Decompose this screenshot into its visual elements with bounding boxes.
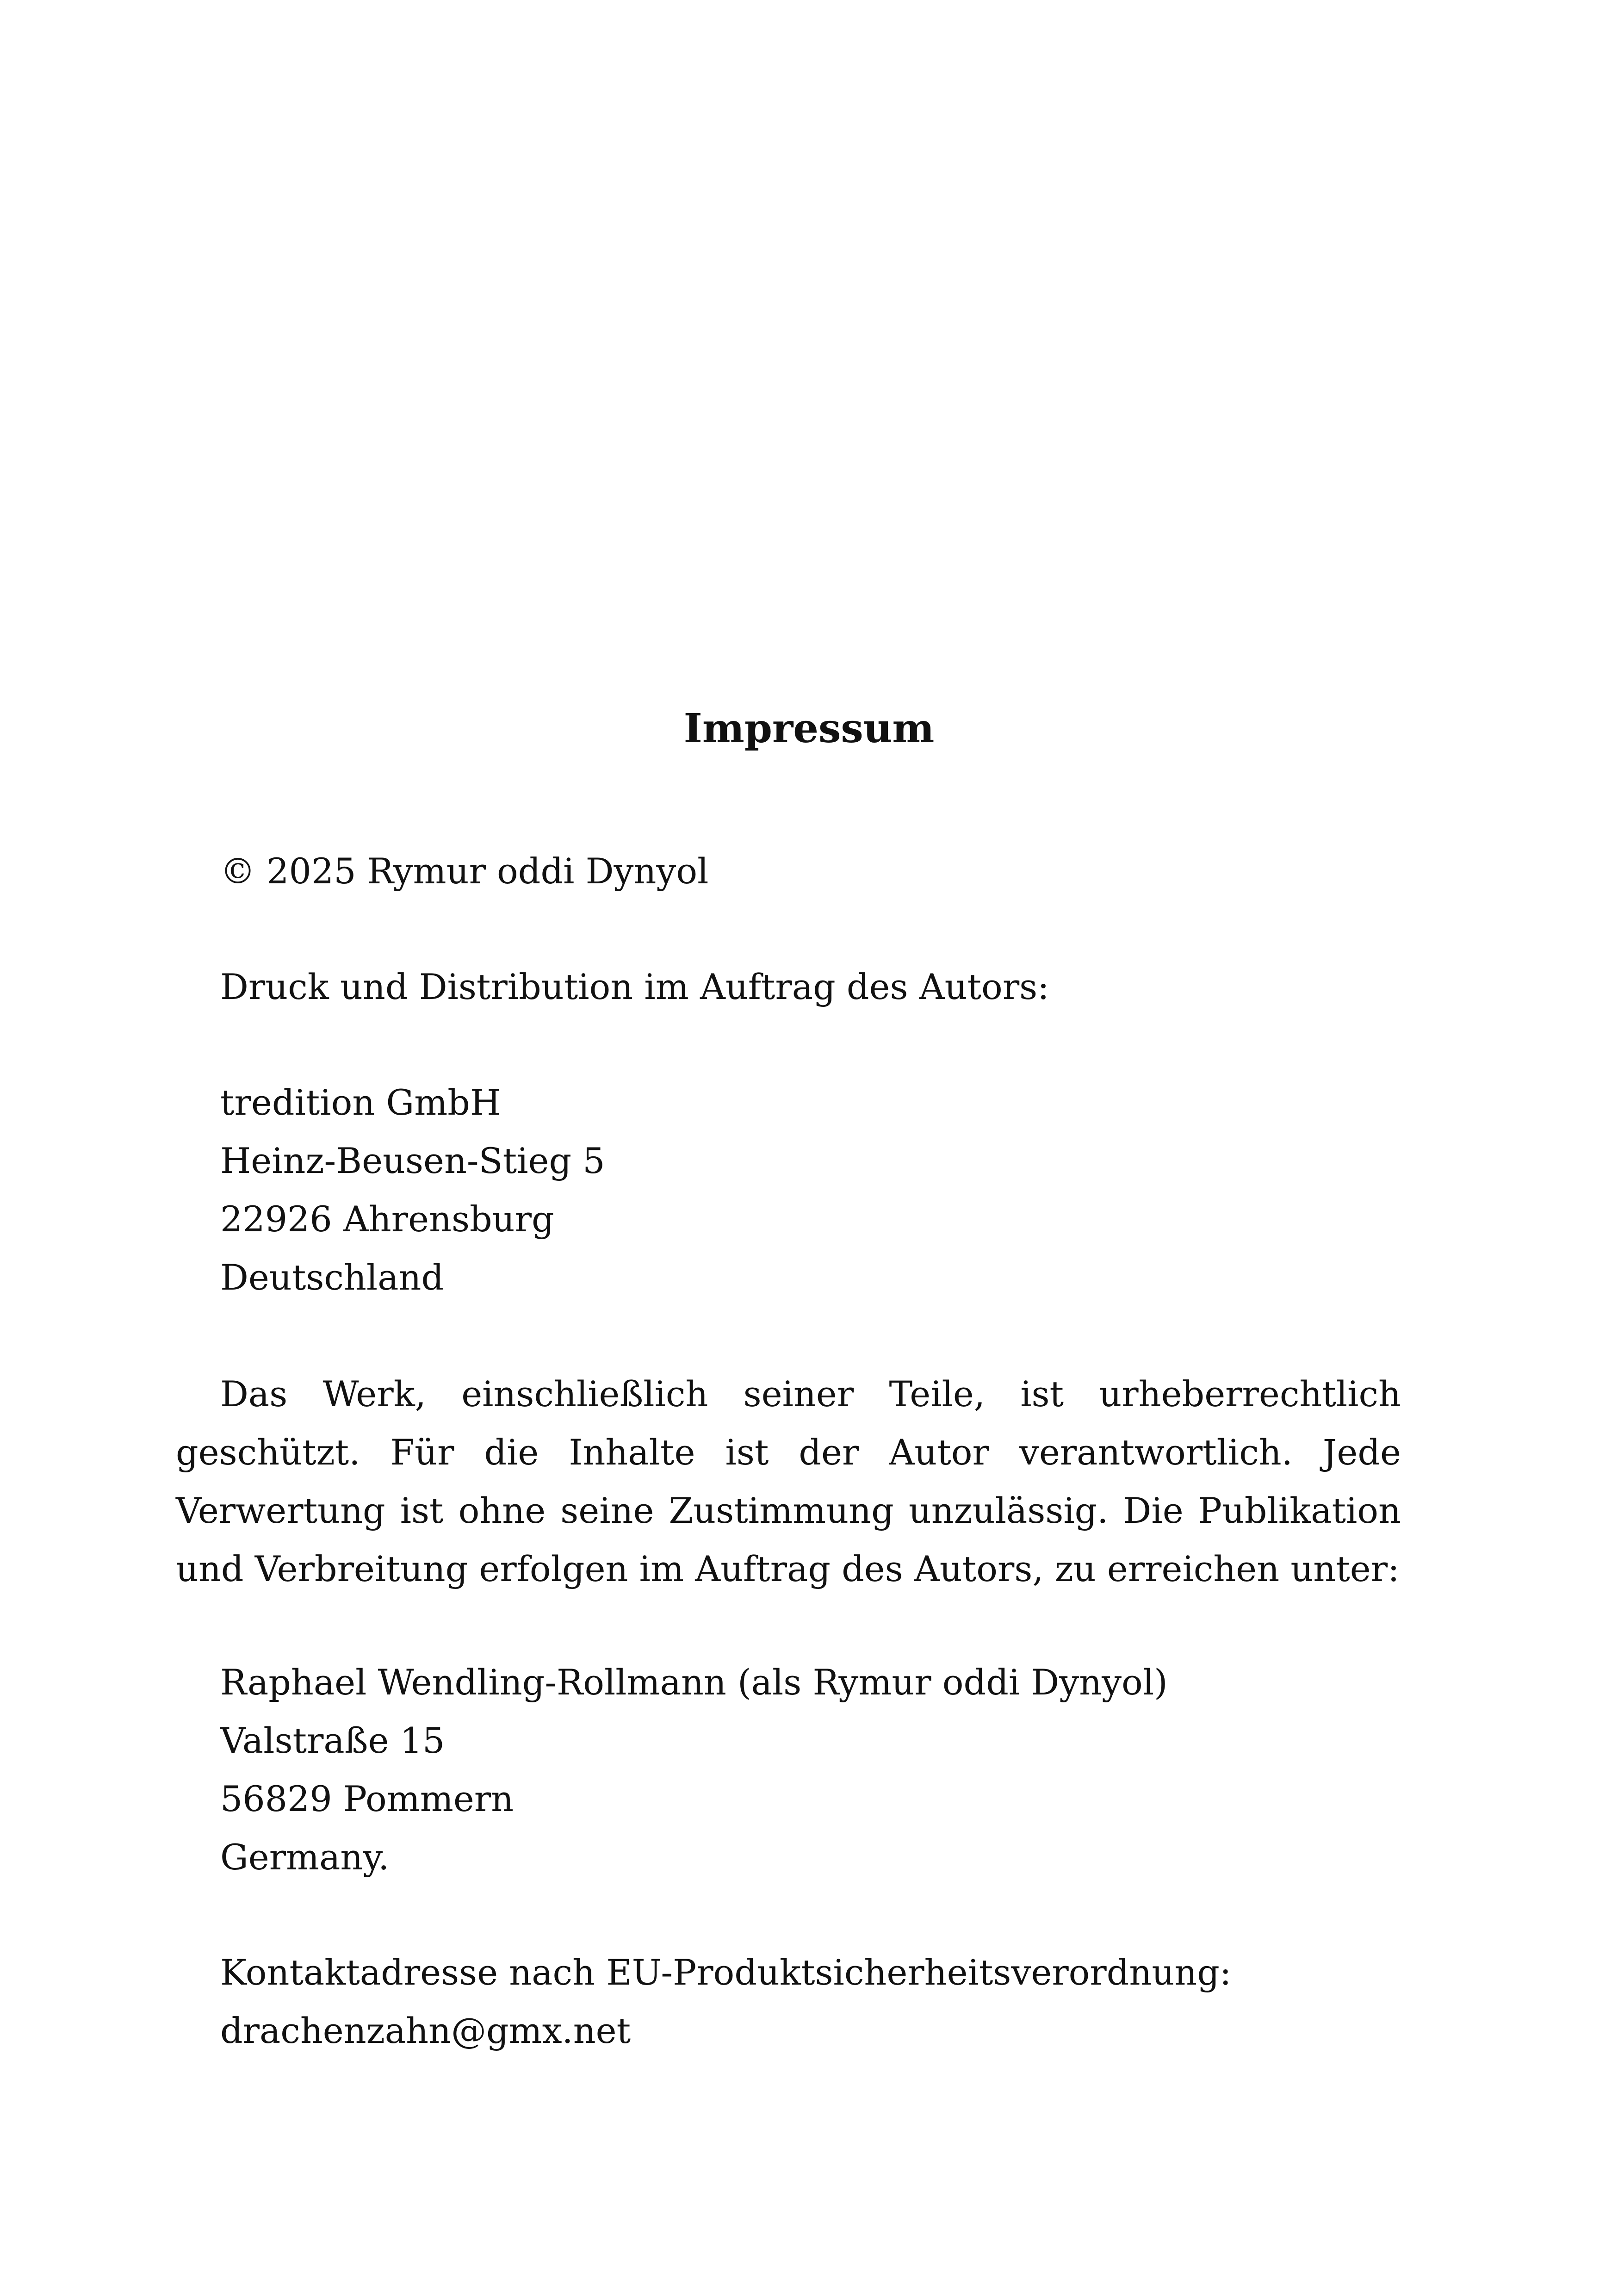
author-city: 56829 Pommern (220, 1778, 514, 1819)
contact-email: drachenzahn@gmx.net (220, 2010, 631, 2051)
distribution-intro: Druck und Distribution im Auftrag des Autors: (220, 966, 1049, 1007)
rights-paragraph: Das Werk, einschließlich seiner Teile, ist urheberrechtlich geschützt. Für die Inhalte ist der Autor verantwortlich. Jede Verwertung ist ohne seine Zustimmung unzulässig. Die Publikation und Verbreitung erfolgen im Auftrag des Autors, zu erreichen unter: (176, 1373, 1401, 1589)
author-name: Raphael Wendling-Rollmann (als Rymur oddi Dynyol) (220, 1662, 1168, 1703)
publisher-street: Heinz-Beusen-Stieg 5 (220, 1140, 605, 1181)
author-country: Germany. (220, 1837, 390, 1878)
contact-label: Kontaktadresse nach EU-Produktsicherheitsverordnung: (220, 1952, 1232, 1993)
publisher-name: tredition GmbH (220, 1082, 501, 1123)
copyright-line: © 2025 Rymur oddi Dynyol (220, 850, 709, 892)
publisher-city: 22926 Ahrensburg (220, 1198, 554, 1240)
publisher-country: Deutschland (220, 1257, 444, 1298)
page-title: Impressum (683, 705, 935, 752)
author-street: Valstraße 15 (220, 1720, 445, 1761)
